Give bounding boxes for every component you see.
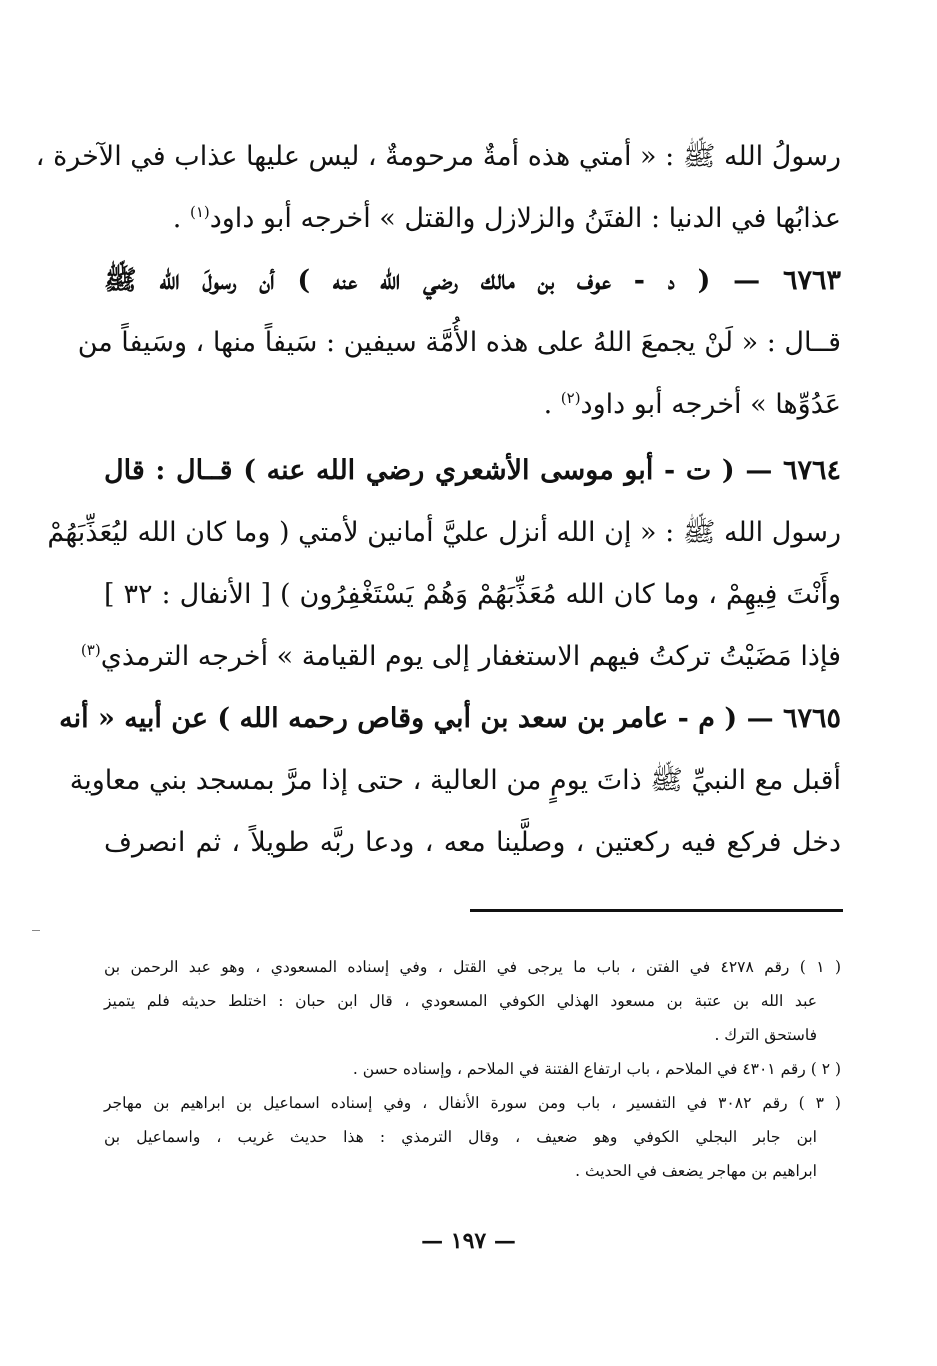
text-line (104, 188, 841, 250)
footnote-3-continued: ابن جابر البجلي الكوفي وهو ضعيف ، وقال الترمذي : هذا حديث غريب ، واسماعيل بن (104, 1128, 817, 1146)
text-line (80, 626, 841, 688)
text-line (69, 750, 841, 812)
text-line-content: قــال : « لَنْ يجمعَ اللهُ على هذه الأُمَّة سيفين : سَيفاً منها ، وسَيفاً من (77, 327, 841, 358)
text-line-content: ٦٧٦٣ — ( د - عوف بن مالك رضي الله عنه ) أن رسولَ الله ﷺ (104, 265, 841, 296)
text-line (104, 812, 841, 874)
main-text-block (35, 126, 841, 874)
footnote-3: ( ٣ ) رقم ٣٠٨٢ في التفسير ، باب ومن سورة الأنفال ، وفي إسناده اسماعيل بن ابراهيم بن مهاجر (104, 1094, 841, 1112)
text-line-content: دخل فركع فيه ركعتين ، وصلَّينا معه ، ودعا ربَّه طويلاً ، ثم انصرف (104, 827, 841, 858)
text-line-content: ٦٧٦٤ — ( ت - أبو موسى الأشعري رضي الله عنه ) قــال : قال (104, 455, 841, 486)
footnote-1-continued: فاستحق الترك . (714, 1026, 817, 1044)
footnote-1-continued: عبد الله بن عتبة بن مسعود الهذلي الكوفي المسعودي ، قال ابن حبان : اختلط حديثه فلم يتميز (104, 992, 817, 1010)
footnote-divider (470, 909, 843, 912)
hadith-heading-6764 (104, 440, 841, 502)
footnote-2: ( ٢ ) رقم ٤٣٠١ في الملاحم ، باب ارتفاع الفتنة في الملاحم ، وإسناده حسن . (352, 1060, 841, 1078)
footnote-3-continued: ابراهيم بن مهاجر يضعف في الحديث . (575, 1162, 817, 1180)
text-line-content: عذابُها في الدنيا : الفتَنُ والزلازل والقتل » أخرجه أبو داود (209, 203, 841, 234)
text-line (35, 126, 841, 188)
footnote-1: ( ١ ) رقم ٤٢٧٨ في الفتن ، باب ما يرجى في القتل ، وفي إسناده المسعودي ، وهو عبد الرحمن بن (104, 958, 841, 976)
text-line-end: . (543, 389, 561, 420)
text-line-content: عَدُوِّها » أخرجه أبو داود (580, 389, 841, 420)
text-line-content: رسول الله ﷺ : « إن الله أنزل عليَّ أمانين لأمتي ( وما كان الله ليُعَذِّبَهُمْ (47, 517, 841, 548)
page-number: — ١٩٧ — (421, 1228, 516, 1254)
text-line-content: ٦٧٦٥ — ( م - عامر بن سعد بن أبي وقاص رحمه الله ) عن أبيه « أنه (59, 703, 841, 734)
text-line (104, 374, 841, 436)
text-line (77, 312, 841, 374)
text-line-content: فإذا مَضَيْتُ تركتُ فيهم الاستغفار إلى يوم القيامة » أخرجه الترمذي (100, 641, 841, 672)
footnote-ref[interactable]: (١) (189, 203, 210, 221)
text-line-content: أقبل مع النبيِّ ﷺ ذاتَ يومٍ من العالية ، حتى إذا مرَّ بمسجد بني معاوية (69, 765, 841, 796)
text-line (104, 564, 841, 626)
footnote-ref[interactable]: (٣) (80, 641, 101, 659)
hadith-heading-6765 (59, 688, 841, 750)
footnotes-block (104, 950, 841, 1188)
hadith-heading-6763 (104, 250, 841, 312)
text-line-end: . (172, 203, 190, 234)
text-line (47, 502, 841, 564)
margin-mark (32, 930, 40, 931)
footnote-ref[interactable]: (٢) (560, 389, 581, 407)
text-line-content: رسولُ الله ﷺ : « أمتي هذه أمةٌ مرحومةٌ ، ليس عليها عذاب في الآخرة ، (35, 141, 841, 172)
text-line-content: وأَنْتَ فِيهِمْ ، وما كان الله مُعَذِّبَهُمْ وَهُمْ يَسْتَغْفِرُون ) [ الأنفال : ٣٢ ] (104, 579, 841, 610)
